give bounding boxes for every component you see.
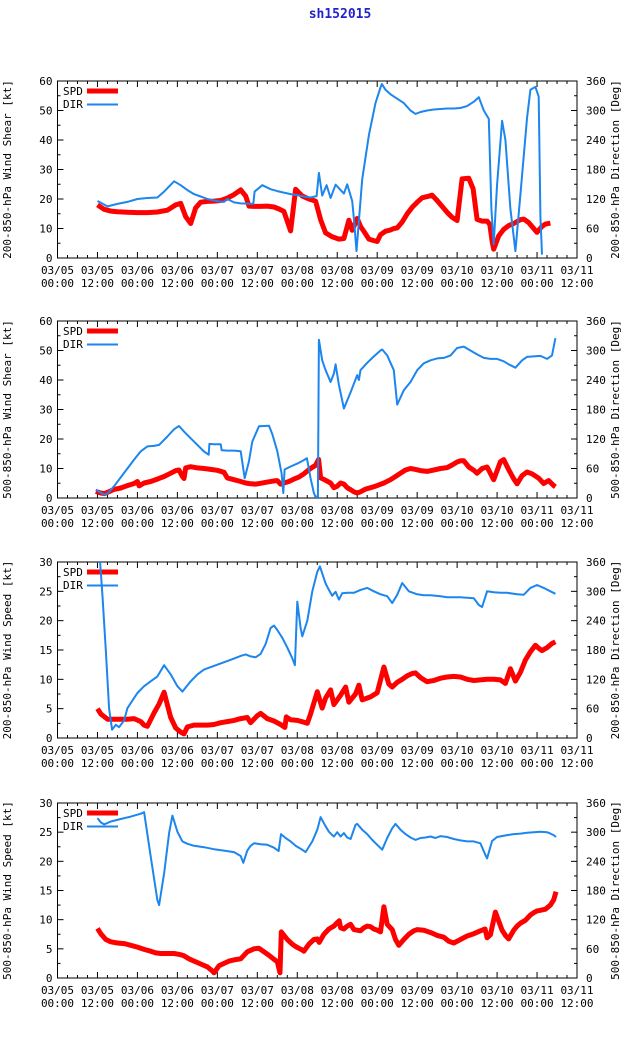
x-tick-label-time: 00:00 [440, 277, 474, 290]
x-tick-label-date: 03/11 [560, 744, 594, 757]
x-tick-label-date: 03/11 [560, 264, 594, 277]
y-left-tick-label: 0 [45, 492, 53, 505]
x-tick-label-time: 00:00 [280, 517, 314, 530]
x-tick-label-date: 03/07 [240, 264, 274, 277]
y-right-tick-label: 360 [586, 315, 606, 328]
x-tick-label-date: 03/10 [440, 744, 474, 757]
x-tick-label-time: 12:00 [80, 277, 115, 290]
x-tick-label-time: 00:00 [200, 517, 234, 530]
x-tick-label-date: 03/10 [440, 264, 474, 277]
x-tick-label-time: 12:00 [400, 277, 434, 290]
y-right-tick-label: 60 [586, 942, 600, 956]
legend-spd-label: SPD [63, 566, 83, 579]
x-tick-label-date: 03/05 [40, 984, 75, 997]
x-tick-label-date: 03/06 [160, 504, 194, 517]
spd-line [98, 642, 556, 734]
x-tick-label-time: 00:00 [280, 277, 314, 290]
panel-2 [1, 315, 622, 530]
y-right-tick-label: 300 [586, 826, 606, 840]
x-tick-label-time: 00:00 [120, 277, 154, 290]
y-right-tick-label: 360 [586, 797, 606, 810]
y-left-tick-label: 0 [45, 252, 53, 265]
x-tick-label-date: 03/09 [360, 984, 394, 997]
y-right-tick-label: 120 [586, 433, 606, 446]
x-tick-label-time: 12:00 [160, 997, 194, 1010]
dir-line [96, 338, 556, 497]
x-tick-label-date: 03/07 [200, 264, 234, 277]
x-tick-label-date: 03/05 [80, 984, 115, 997]
x-tick-label-date: 03/10 [480, 504, 514, 517]
y-right-tick-label: 240 [586, 614, 606, 628]
y-right-tick-label: 60 [586, 462, 600, 476]
y-left-tick-label: 15 [39, 884, 53, 898]
spd-line [98, 892, 557, 973]
x-tick-label-time: 00:00 [360, 757, 394, 770]
axis-title-right: 200-850-hPa Direction [Deg] [609, 80, 622, 259]
x-tick-label-time: 12:00 [400, 997, 434, 1010]
x-tick-label-time: 00:00 [280, 757, 314, 770]
y-right-tick-label: 360 [586, 556, 606, 569]
x-tick-label-date: 03/11 [520, 264, 554, 277]
y-left-tick-label: 20 [39, 433, 53, 446]
x-tick-label-date: 03/10 [480, 264, 514, 277]
x-tick-label-date: 03/07 [200, 984, 234, 997]
y-right-tick-label: 180 [586, 884, 606, 898]
x-tick-label-date: 03/06 [120, 744, 154, 757]
y-right-tick-label: 0 [586, 732, 593, 745]
x-tick-label-time: 12:00 [80, 517, 115, 530]
x-tick-label-time: 00:00 [200, 277, 234, 290]
x-tick-label-time: 00:00 [360, 997, 394, 1010]
y-right-tick-label: 120 [586, 673, 606, 687]
x-tick-label-time: 12:00 [160, 517, 194, 530]
y-right-tick-label: 240 [586, 374, 606, 387]
y-left-tick-label: 50 [39, 344, 53, 358]
x-tick-label-date: 03/05 [80, 744, 115, 757]
x-tick-label-time: 12:00 [320, 277, 354, 290]
y-left-tick-label: 30 [39, 797, 53, 810]
x-tick-label-time: 00:00 [520, 757, 554, 770]
x-tick-label-date: 03/11 [520, 984, 554, 997]
y-left-tick-label: 20 [39, 614, 53, 628]
axis-title-left: 200-850-hPa Wind Shear [kt] [1, 80, 14, 259]
x-tick-label-date: 03/07 [200, 744, 234, 757]
y-left-tick-label: 20 [39, 193, 53, 206]
x-tick-label-date: 03/10 [440, 504, 474, 517]
y-left-tick-label: 40 [39, 134, 53, 147]
x-tick-label-time: 12:00 [320, 997, 354, 1010]
x-tick-label-time: 12:00 [160, 757, 194, 770]
x-tick-label-date: 03/07 [240, 504, 274, 517]
x-tick-label-time: 00:00 [520, 277, 554, 290]
axis-title-right: 500-850-hPa Direction [Deg] [609, 801, 622, 980]
y-left-tick-label: 10 [39, 913, 53, 927]
x-tick-label-date: 03/09 [360, 504, 394, 517]
x-tick-label-date: 03/05 [80, 264, 115, 277]
x-tick-label-date: 03/08 [320, 984, 354, 997]
x-tick-label-date: 03/05 [40, 504, 75, 517]
legend-dir-label: DIR [63, 338, 83, 351]
y-right-tick-label: 60 [586, 222, 600, 236]
y-left-tick-label: 40 [39, 374, 53, 387]
panel-3 [1, 556, 622, 770]
plot-frame [58, 562, 578, 738]
axis-title-left: 200-850-hPa Wind Speed [kt] [1, 560, 14, 740]
x-tick-label-date: 03/06 [160, 744, 194, 757]
x-tick-label-date: 03/08 [280, 504, 314, 517]
legend-spd-label: SPD [63, 807, 83, 820]
y-right-tick-label: 240 [586, 855, 606, 869]
x-tick-label-time: 00:00 [440, 757, 474, 770]
x-tick-label-time: 12:00 [480, 517, 514, 530]
x-tick-label-time: 12:00 [400, 757, 434, 770]
y-right-tick-label: 240 [586, 134, 606, 147]
x-tick-label-time: 00:00 [200, 757, 234, 770]
x-tick-label-time: 00:00 [120, 517, 154, 530]
y-left-tick-label: 10 [39, 462, 53, 476]
x-tick-label-date: 03/08 [280, 744, 314, 757]
y-left-tick-label: 10 [39, 673, 53, 687]
x-tick-label-time: 12:00 [480, 277, 514, 290]
x-tick-label-time: 12:00 [240, 517, 274, 530]
x-tick-label-time: 12:00 [560, 997, 594, 1010]
y-left-tick-label: 10 [39, 222, 53, 236]
x-tick-label-date: 03/08 [280, 264, 314, 277]
y-left-tick-label: 25 [39, 826, 53, 840]
x-tick-label-time: 00:00 [440, 517, 474, 530]
x-tick-label-time: 00:00 [440, 997, 474, 1010]
y-left-tick-label: 30 [39, 556, 53, 569]
y-left-tick-label: 0 [45, 732, 53, 745]
panel-1 [1, 75, 622, 290]
legend-dir-label: DIR [63, 98, 83, 111]
y-left-tick-label: 5 [45, 942, 53, 956]
x-tick-label-time: 00:00 [120, 997, 154, 1010]
y-right-tick-label: 180 [586, 403, 606, 417]
spd-line [96, 459, 556, 493]
x-tick-label-time: 12:00 [560, 517, 594, 530]
y-left-tick-label: 50 [39, 104, 53, 118]
y-left-tick-label: 0 [45, 972, 53, 985]
x-tick-label-date: 03/09 [360, 264, 394, 277]
legend-spd-label: SPD [63, 325, 83, 338]
y-right-tick-label: 0 [586, 972, 593, 985]
x-tick-label-time: 12:00 [480, 997, 514, 1010]
y-left-tick-label: 5 [45, 702, 53, 716]
x-tick-label-date: 03/10 [480, 744, 514, 757]
x-tick-label-time: 12:00 [480, 757, 514, 770]
x-tick-label-date: 03/05 [80, 504, 115, 517]
y-right-tick-label: 180 [586, 644, 606, 657]
x-tick-label-date: 03/07 [240, 744, 274, 757]
y-right-tick-label: 60 [586, 702, 600, 716]
x-tick-label-time: 00:00 [40, 997, 75, 1010]
x-tick-label-date: 03/11 [560, 504, 594, 517]
y-left-tick-label: 30 [39, 163, 53, 177]
x-tick-label-time: 12:00 [80, 757, 115, 770]
y-left-tick-label: 15 [39, 644, 53, 657]
x-tick-label-date: 03/05 [40, 264, 75, 277]
x-tick-label-time: 12:00 [320, 757, 354, 770]
x-tick-label-date: 03/10 [440, 984, 474, 997]
x-tick-label-time: 12:00 [560, 757, 594, 770]
x-tick-label-time: 00:00 [200, 997, 234, 1010]
x-tick-label-date: 03/08 [320, 504, 354, 517]
y-right-tick-label: 300 [586, 104, 606, 118]
x-tick-label-date: 03/09 [400, 984, 434, 997]
x-tick-label-time: 12:00 [320, 517, 354, 530]
y-left-tick-label: 60 [39, 75, 53, 88]
x-tick-label-date: 03/06 [160, 264, 194, 277]
x-tick-label-date: 03/10 [480, 984, 514, 997]
y-right-tick-label: 0 [586, 252, 593, 265]
x-tick-label-time: 12:00 [160, 277, 194, 290]
dir-line [98, 812, 557, 905]
axis-title-right: 200-850-hPa Direction [Deg] [609, 560, 622, 740]
y-right-tick-label: 120 [586, 913, 606, 927]
x-tick-label-time: 00:00 [520, 997, 554, 1010]
x-tick-label-time: 00:00 [280, 997, 314, 1010]
x-tick-label-time: 00:00 [360, 277, 394, 290]
x-tick-label-date: 03/06 [120, 264, 154, 277]
y-right-tick-label: 300 [586, 585, 606, 599]
x-tick-label-time: 12:00 [240, 277, 274, 290]
y-right-tick-label: 120 [586, 193, 606, 206]
axis-title-right: 500-850-hPa Direction [Deg] [609, 320, 622, 499]
legend-dir-label: DIR [63, 820, 83, 833]
x-tick-label-time: 00:00 [40, 517, 75, 530]
x-tick-label-time: 00:00 [40, 757, 75, 770]
y-left-tick-label: 60 [39, 315, 53, 328]
page-title: sh152015 [308, 7, 372, 22]
legend-spd-label: SPD [63, 85, 83, 98]
panel-4 [1, 797, 622, 1010]
x-tick-label-date: 03/07 [240, 984, 274, 997]
dir-line [98, 84, 543, 255]
x-tick-label-time: 12:00 [560, 277, 594, 290]
x-tick-label-date: 03/09 [400, 744, 434, 757]
x-tick-label-date: 03/08 [320, 264, 354, 277]
x-tick-label-date: 03/05 [40, 744, 75, 757]
x-tick-label-time: 00:00 [40, 277, 75, 290]
x-tick-label-date: 03/11 [560, 984, 594, 997]
x-tick-label-time: 00:00 [360, 517, 394, 530]
axis-title-left: 500-850-hPa Wind Speed [kt] [1, 801, 14, 980]
x-tick-label-date: 03/08 [320, 744, 354, 757]
x-tick-label-date: 03/06 [120, 984, 154, 997]
x-tick-label-date: 03/08 [280, 984, 314, 997]
x-tick-label-time: 12:00 [240, 757, 274, 770]
y-left-tick-label: 25 [39, 585, 53, 599]
y-right-tick-label: 0 [586, 492, 593, 505]
x-tick-label-time: 12:00 [400, 517, 434, 530]
x-tick-label-date: 03/07 [200, 504, 234, 517]
x-tick-label-date: 03/11 [520, 504, 554, 517]
y-right-tick-label: 300 [586, 344, 606, 358]
x-tick-label-time: 12:00 [240, 997, 274, 1010]
x-tick-label-date: 03/06 [160, 984, 194, 997]
y-right-tick-label: 360 [586, 75, 606, 88]
legend-dir-label: DIR [63, 579, 83, 592]
x-tick-label-time: 12:00 [80, 997, 115, 1010]
y-left-tick-label: 20 [39, 855, 53, 869]
x-tick-label-date: 03/09 [400, 504, 434, 517]
x-tick-label-date: 03/09 [400, 264, 434, 277]
y-left-tick-label: 30 [39, 403, 53, 417]
x-tick-label-date: 03/06 [120, 504, 154, 517]
x-tick-label-time: 00:00 [120, 757, 154, 770]
x-tick-label-date: 03/09 [360, 744, 394, 757]
x-tick-label-date: 03/11 [520, 744, 554, 757]
x-tick-label-time: 00:00 [520, 517, 554, 530]
axis-title-left: 500-850-hPa Wind Shear [kt] [1, 320, 14, 499]
y-right-tick-label: 180 [586, 163, 606, 177]
